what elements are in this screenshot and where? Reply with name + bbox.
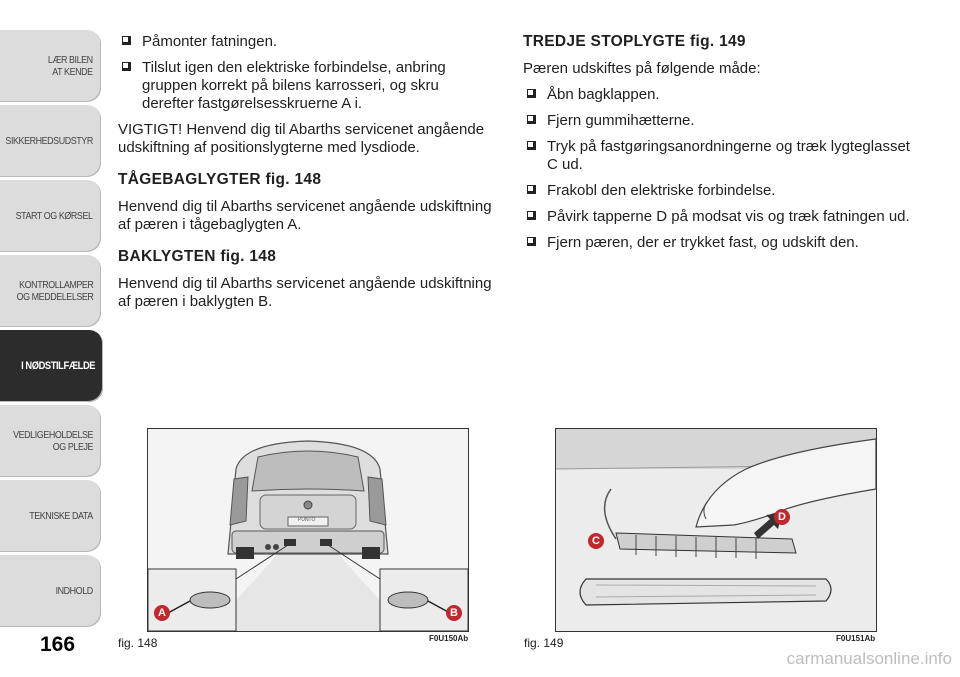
car-badge: PUNTO [298, 517, 316, 523]
tab-label: SIKKERHEDSUDSTYR [5, 135, 93, 147]
figure-149 [555, 428, 877, 632]
list-item: Fjern pæren, der er trykket fast, og udskift den. [523, 234, 913, 252]
list-item: Frakobl den elektriske forbindelse. [523, 182, 913, 200]
marker-label: D [778, 511, 786, 523]
tab-indhold[interactable] [0, 555, 101, 627]
paragraph: Pæren udskiftes på følgende måde: [523, 60, 761, 77]
car-rear-illustration [148, 429, 468, 631]
paragraph: Henvend dig til Abarths servicenet angående udskiftning af pæren i tågebaglygten A. [118, 198, 492, 233]
figure-caption: fig. 149 [524, 636, 564, 650]
figure-code: F0U151Ab [836, 634, 876, 643]
left-column [118, 33, 494, 325]
list-item: Åbn bagklappen. [523, 86, 913, 104]
list-item: Tryk på fastgøringsanordningerne og træk lygteglasset C ud. [523, 138, 913, 174]
list-item: Fjern gummihætterne. [523, 112, 913, 130]
marker-d [774, 509, 790, 525]
tab-kontrollamper[interactable] [0, 255, 101, 327]
right-column [523, 33, 913, 260]
section-heading: BAKLYGTEN fig. 148 [118, 248, 277, 265]
figure-code: F0U150Ab [429, 634, 469, 643]
important-note: VIGTIGT! Henvend dig til Abarths servicenet angående udskiftning af positionslygterne med lysdiode. [118, 121, 485, 156]
tab-label: TEKNISKE DATA [29, 510, 93, 522]
watermark: carmanualsonline.info [786, 649, 952, 668]
marker-label: C [592, 535, 600, 547]
stoplight-illustration [556, 429, 876, 631]
list-item: Påvirk tapperne D på modsat vis og træk fatningen ud. [523, 208, 913, 226]
tab-label: KONTROLLAMPER OG MEDDELELSER [16, 279, 93, 303]
figure-caption: fig. 148 [118, 636, 158, 650]
tab-label: INDHOLD [55, 585, 93, 597]
list-item: Påmonter fatningen. [118, 33, 494, 51]
page-number: 166 [40, 633, 76, 656]
figure-148 [147, 428, 469, 632]
marker-label: B [450, 607, 458, 619]
paragraph: Henvend dig til Abarths servicenet angående udskiftning af pæren i baklygten B. [118, 275, 492, 310]
tab-sikkerhedsudstyr[interactable] [0, 105, 101, 177]
marker-label: A [158, 607, 166, 619]
tab-tekniske-data[interactable] [0, 480, 101, 552]
marker-a [154, 605, 170, 621]
tab-label: START OG KØRSEL [16, 210, 93, 222]
tab-start-og-korsel[interactable] [0, 180, 101, 252]
list-item: Tilslut igen den elektriske forbindelse, anbring gruppen korrekt på bilens karrosseri, og skru derefter fastgørelsesskruerne A i. [118, 59, 494, 113]
marker-b [446, 605, 462, 621]
section-heading: TÅGEBAGLYGTER fig. 148 [118, 171, 322, 188]
tab-laer-bilen[interactable] [0, 30, 101, 102]
tab-label: VEDLIGEHOLDELSE OG PLEJE [13, 429, 93, 453]
tab-vedligeholdelse[interactable] [0, 405, 101, 477]
tab-label: LÆR BILEN AT KENDE [48, 54, 93, 78]
tab-i-nodstilfaelde[interactable] [0, 330, 103, 402]
section-heading: TREDJE STOPLYGTE fig. 149 [523, 33, 746, 50]
marker-c [588, 533, 604, 549]
tab-label: I NØDSTILFÆLDE [20, 360, 95, 372]
